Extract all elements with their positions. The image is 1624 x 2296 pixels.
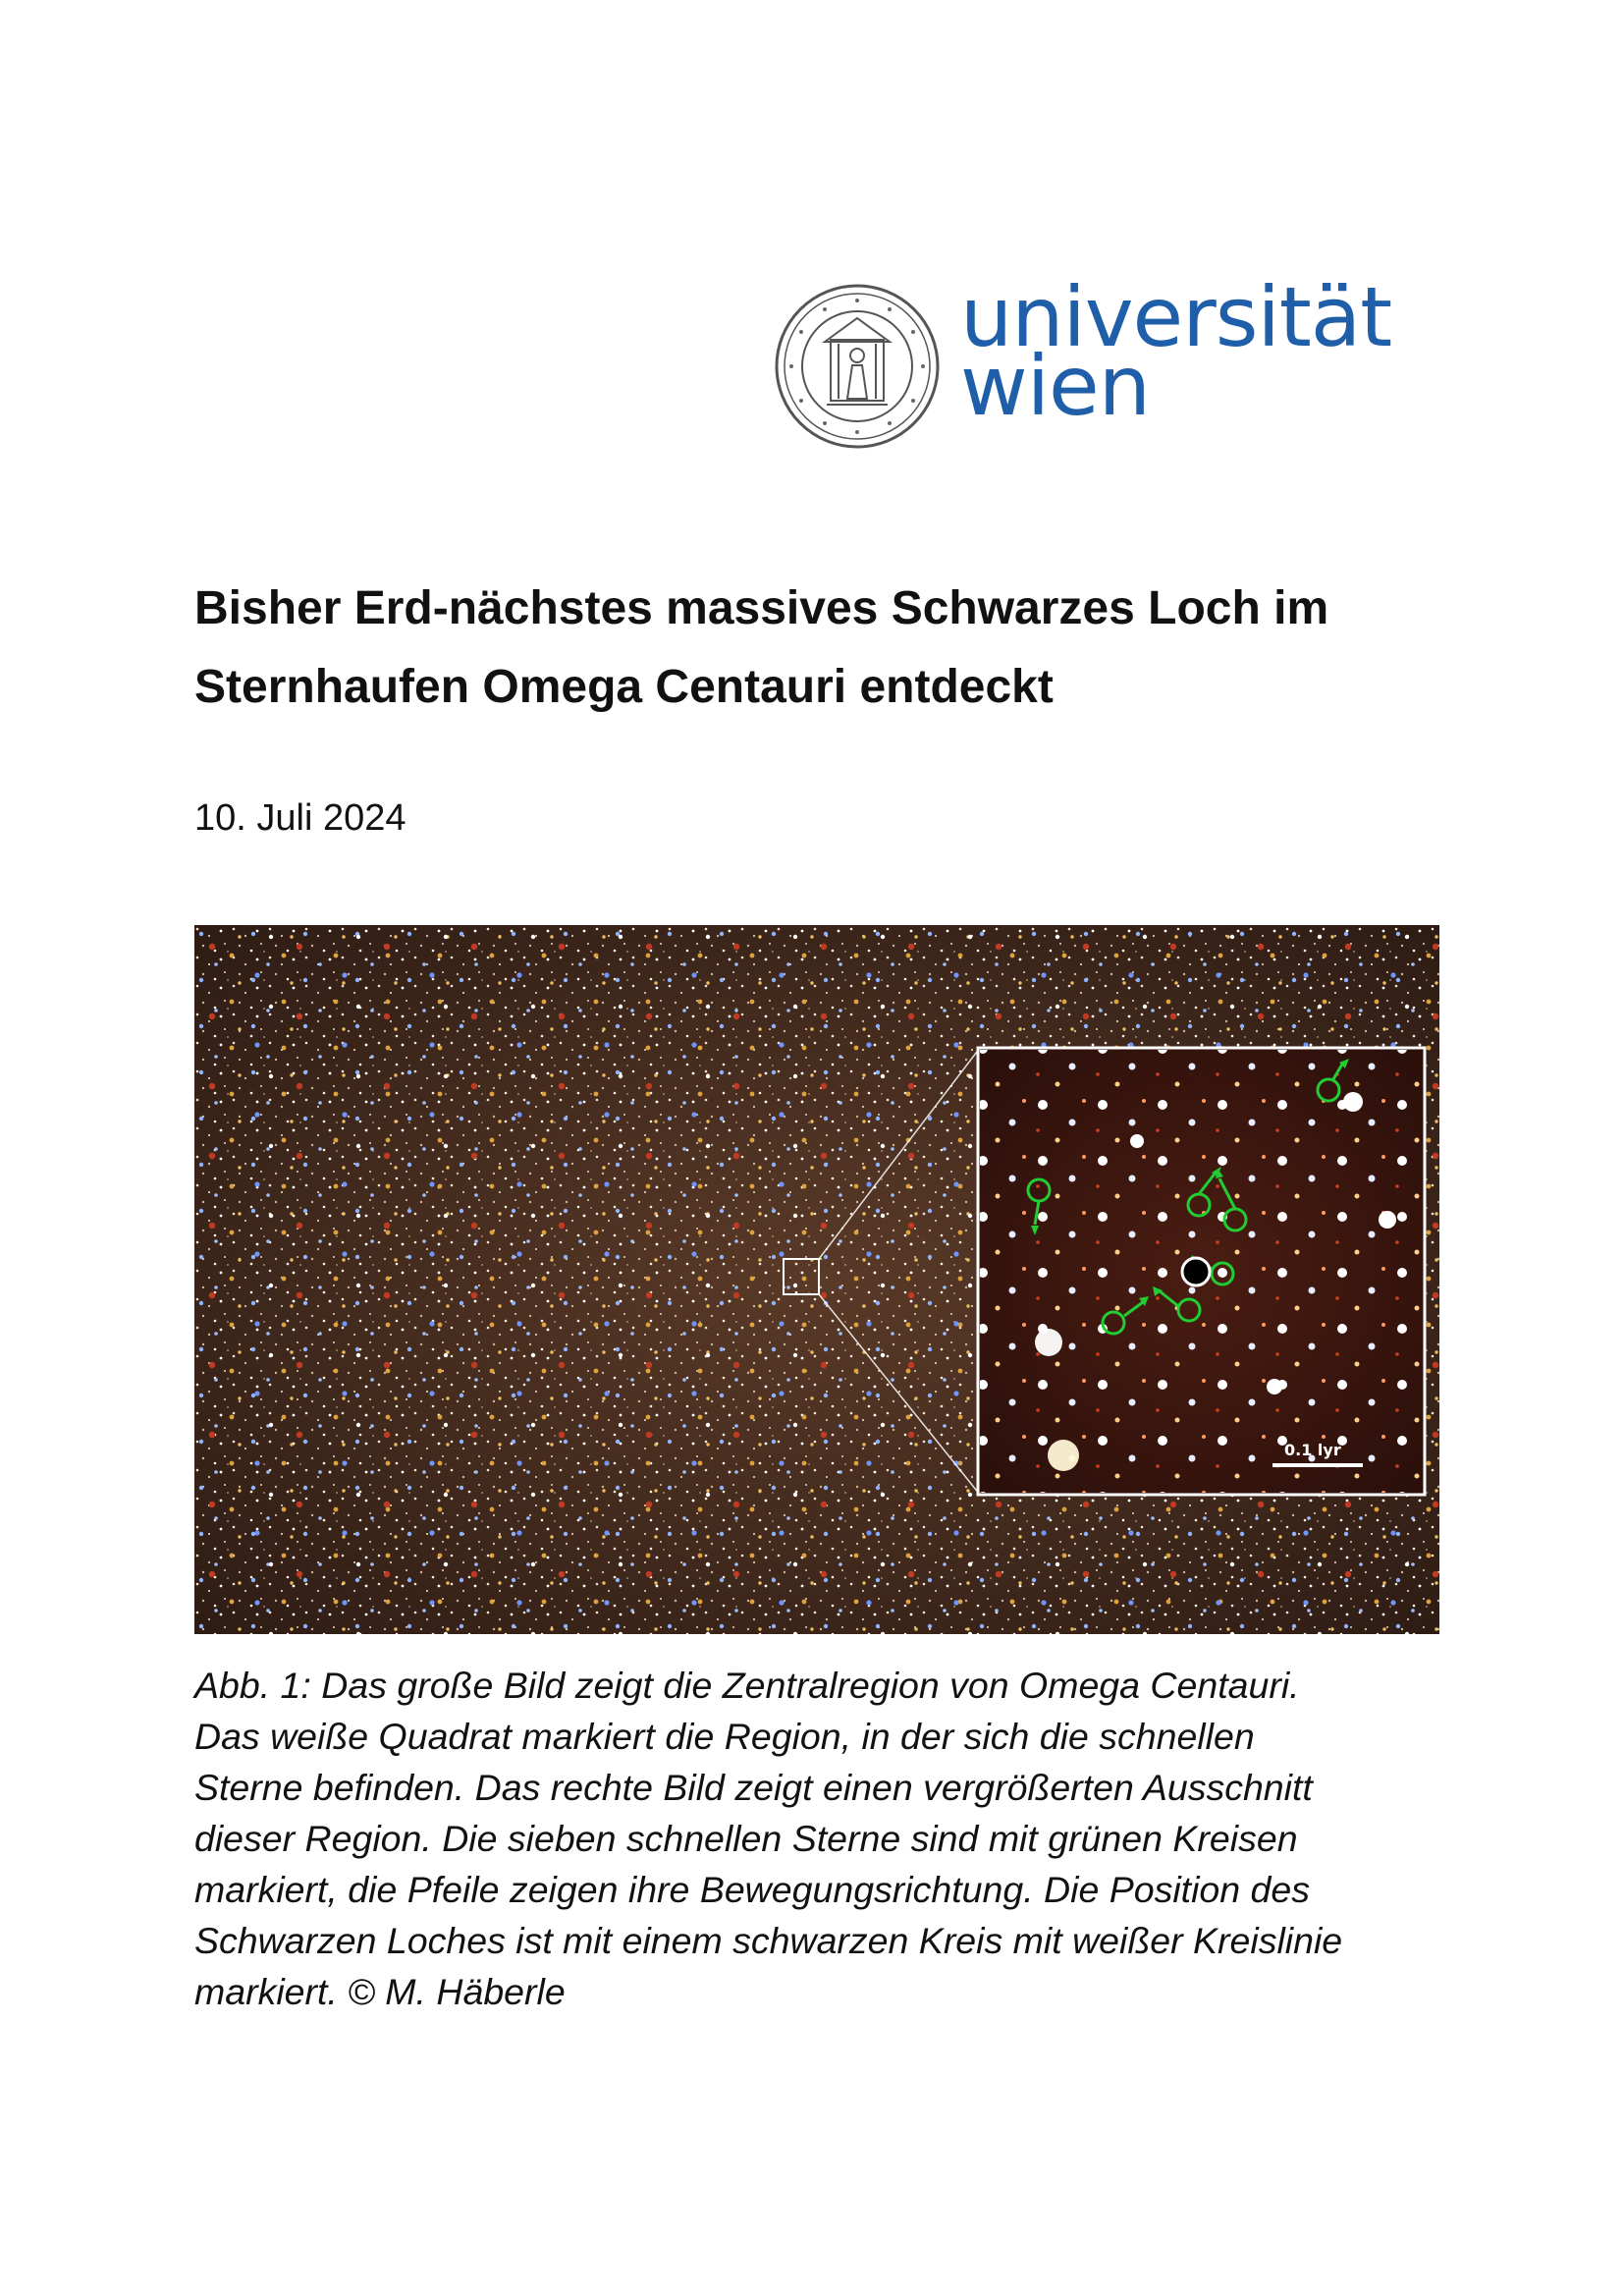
zoom-inset <box>978 1048 1425 1495</box>
black-hole-marker <box>1182 1258 1210 1285</box>
star-cluster-photo <box>194 925 1439 1634</box>
caption-line: dieser Region. Die sieben schnellen Sterne sind mit grünen Kreisen <box>194 1818 1298 1859</box>
institution-wordmark <box>960 269 1402 440</box>
caption-line: Abb. 1: Das große Bild zeigt die Zentralregion von Omega Centauri. <box>194 1665 1300 1706</box>
caption-line: Schwarzen Loches ist mit einem schwarzen Kreis mit weißer Kreislinie <box>194 1920 1343 1961</box>
university-logo <box>774 269 1402 450</box>
caption-line: markiert. © M. Häberle <box>194 1971 566 2012</box>
title-line: Bisher Erd-nächstes massives Schwarzes Loch im <box>194 582 1329 634</box>
star-cluster-figure <box>194 925 1439 1634</box>
university-seal-icon <box>774 283 941 450</box>
scale-label: 0.1 lyr <box>1284 1441 1341 1459</box>
wordmark-line-1: universität <box>960 269 1392 365</box>
article-title <box>194 570 1432 727</box>
caption-line: Sterne befinden. Das rechte Bild zeigt einen vergrößerten Ausschnitt <box>194 1767 1313 1808</box>
title-line: Sternhaufen Omega Centauri entdeckt <box>194 661 1054 713</box>
caption-line: Das weiße Quadrat markiert die Region, in der sich die schnellen <box>194 1716 1255 1757</box>
figure-caption <box>194 1660 1441 2017</box>
caption-line: markiert, die Pfeile zeigen ihre Bewegungsrichtung. Die Position des <box>194 1869 1311 1910</box>
article-date: 10. Juli 2024 <box>194 797 406 839</box>
wordmark-line-2: wien <box>960 338 1150 434</box>
